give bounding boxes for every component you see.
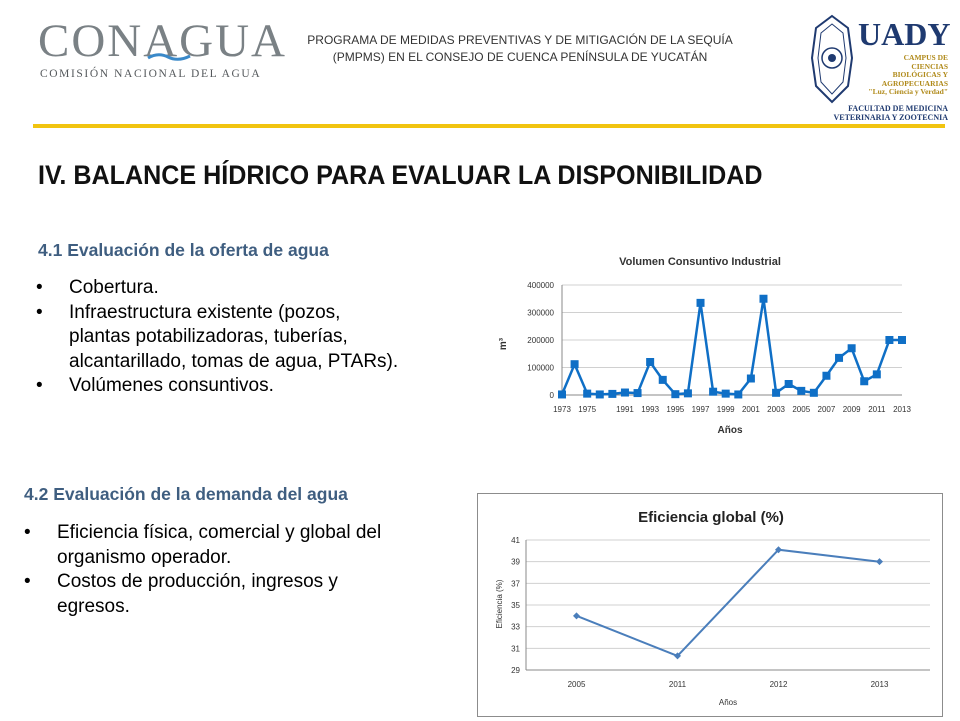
chart1-title: Volumen Consuntivo Industrial — [619, 256, 781, 268]
chart1-x-tick-label: 1999 — [716, 405, 735, 414]
chart1-data-point — [822, 372, 830, 380]
chart1-x-tick-label: 2003 — [767, 405, 785, 414]
chart1-y-axis-label: m³ — [498, 337, 509, 351]
program-header — [270, 32, 770, 66]
uady-logo-word: UADY — [858, 16, 951, 52]
chart1-x-tick-label: 1991 — [616, 405, 634, 414]
chart1-data-point — [646, 358, 654, 366]
chart1-x-tick-label: 1993 — [641, 405, 660, 414]
chart1-data-point — [684, 389, 692, 397]
uady-logo — [808, 12, 951, 122]
chart1-x-axis-label: Años — [717, 425, 743, 436]
chart1-data-point — [873, 370, 881, 378]
chart1-y-tick-label: 100000 — [527, 363, 554, 373]
chart2-y-tick-label: 29 — [511, 666, 520, 675]
chart1-data-point — [785, 380, 793, 388]
chart1-y-tick-label: 300000 — [527, 308, 554, 318]
chart1-data-point — [608, 390, 616, 398]
chart2-x-tick-label: 2013 — [870, 680, 889, 689]
industrial-volume-chart — [490, 245, 920, 445]
chart1-x-tick-label: 1975 — [578, 405, 597, 414]
chart2-data-point — [573, 612, 580, 619]
chart1-x-tick-label: 2001 — [741, 405, 760, 414]
section2-heading: 4.2 Evaluación de la demanda del agua — [24, 484, 348, 504]
uady-campus-text: CAMPUS DE CIENCIAS BIOLÓGICAS Y AGROPECUARIAS "Luz, Ciencia y Verdad" — [868, 53, 948, 97]
chart2-y-tick-label: 39 — [511, 557, 520, 567]
chart2-data-point — [876, 558, 883, 565]
chart1-x-tick-label: 1973 — [553, 405, 571, 414]
chart1-data-point — [583, 390, 591, 398]
section1-bullet-list — [36, 276, 401, 399]
chart1-y-tick-label: 0 — [549, 391, 554, 400]
conagua-logo-word: CONAGUA — [38, 15, 287, 67]
global-efficiency-chart — [477, 493, 943, 717]
page-title: IV. BALANCE HÍDRICO PARA EVALUAR LA DISPONIBILIDAD — [38, 160, 763, 190]
section1-bullet: • Infraestructura existente (pozos, plantas potabilizadoras, tuberías, alcantarillado, tomas de agua, PTARs). — [36, 301, 401, 375]
conagua-logo — [38, 15, 287, 88]
chart2-x-tick-label: 2011 — [668, 680, 687, 689]
chart1-data-point — [634, 389, 642, 397]
wave-icon — [146, 52, 192, 62]
chart1-data-point — [810, 389, 818, 397]
section2-bullet-list — [24, 521, 394, 619]
chart2-y-tick-label: 35 — [511, 601, 520, 610]
chart1-y-tick-label: 200000 — [527, 336, 554, 345]
chart1-x-tick-label: 1995 — [666, 405, 685, 414]
chart1-data-point — [596, 390, 604, 398]
chart1-data-point — [734, 390, 742, 398]
chart1-data-point — [885, 336, 893, 344]
program-line-1: PROGRAMA DE MEDIDAS PREVENTIVAS Y DE MITIGACIÓN DE LA SEQUÍA — [307, 33, 733, 47]
chart1-data-point — [772, 389, 780, 397]
section2-bullet: • Costos de producción, ingresos y egresos. — [24, 570, 394, 619]
section1-bullet: • Volúmenes consuntivos. — [36, 374, 401, 399]
uady-faculty-text: FACULTAD DE MEDICINA VETERINARIA Y ZOOTECNIA — [833, 104, 948, 122]
section2-bullet: • Eficiencia física, comercial y global del organismo operador. — [24, 521, 394, 570]
chart1-data-point — [697, 299, 705, 307]
chart1-y-tick-label: 400000 — [527, 281, 554, 290]
chart2-y-tick-label: 33 — [511, 622, 520, 632]
chart2-x-tick-label: 2005 — [567, 680, 586, 689]
chart2-x-tick-label: 2012 — [769, 680, 788, 689]
chart1-data-point — [709, 388, 717, 396]
chart1-data-point — [848, 344, 856, 352]
chart2-series-line — [577, 550, 880, 656]
chart1-x-tick-label: 2007 — [817, 405, 836, 414]
chart2-y-tick-label: 31 — [511, 644, 520, 654]
chart2-y-axis-label: Eficiencia (%) — [495, 579, 504, 629]
industrial-volume-chart-svg — [490, 245, 920, 445]
chart1-x-tick-label: 2009 — [842, 405, 861, 414]
program-line-2: (PMPMS) EN EL CONSEJO DE CUENCA PENÍNSULA DE YUCATÁN — [332, 50, 708, 64]
chart1-x-tick-label: 1997 — [691, 405, 710, 414]
chart1-data-point — [835, 354, 843, 362]
header-divider — [33, 124, 945, 128]
chart2-y-tick-label: 41 — [511, 536, 520, 545]
global-efficiency-chart-svg — [478, 494, 942, 716]
chart1-data-point — [898, 336, 906, 344]
chart1-data-point — [659, 376, 667, 384]
chart1-data-point — [571, 360, 579, 368]
chart2-y-tick-label: 37 — [511, 579, 520, 589]
chart1-data-point — [558, 390, 566, 398]
chart1-x-tick-label: 2011 — [868, 405, 886, 414]
chart1-data-point — [722, 390, 730, 398]
conagua-logo-subtitle: COMISIÓN NACIONAL DEL AGUA — [40, 68, 262, 80]
chart1-data-point — [860, 377, 868, 385]
section1-bullet: • Cobertura. — [36, 276, 401, 301]
chart1-data-point — [621, 389, 629, 397]
chart1-data-point — [747, 375, 755, 383]
chart1-data-point — [797, 387, 805, 395]
chart2-x-axis-label: Años — [718, 698, 738, 707]
chart1-x-tick-label: 2013 — [893, 405, 911, 414]
chart1-x-tick-label: 2005 — [792, 405, 811, 414]
chart2-title: Eficiencia global (%) — [638, 509, 784, 526]
chart1-data-point — [671, 390, 679, 398]
chart1-data-point — [759, 295, 767, 303]
section1-heading: 4.1 Evaluación de la oferta de agua — [38, 240, 329, 260]
